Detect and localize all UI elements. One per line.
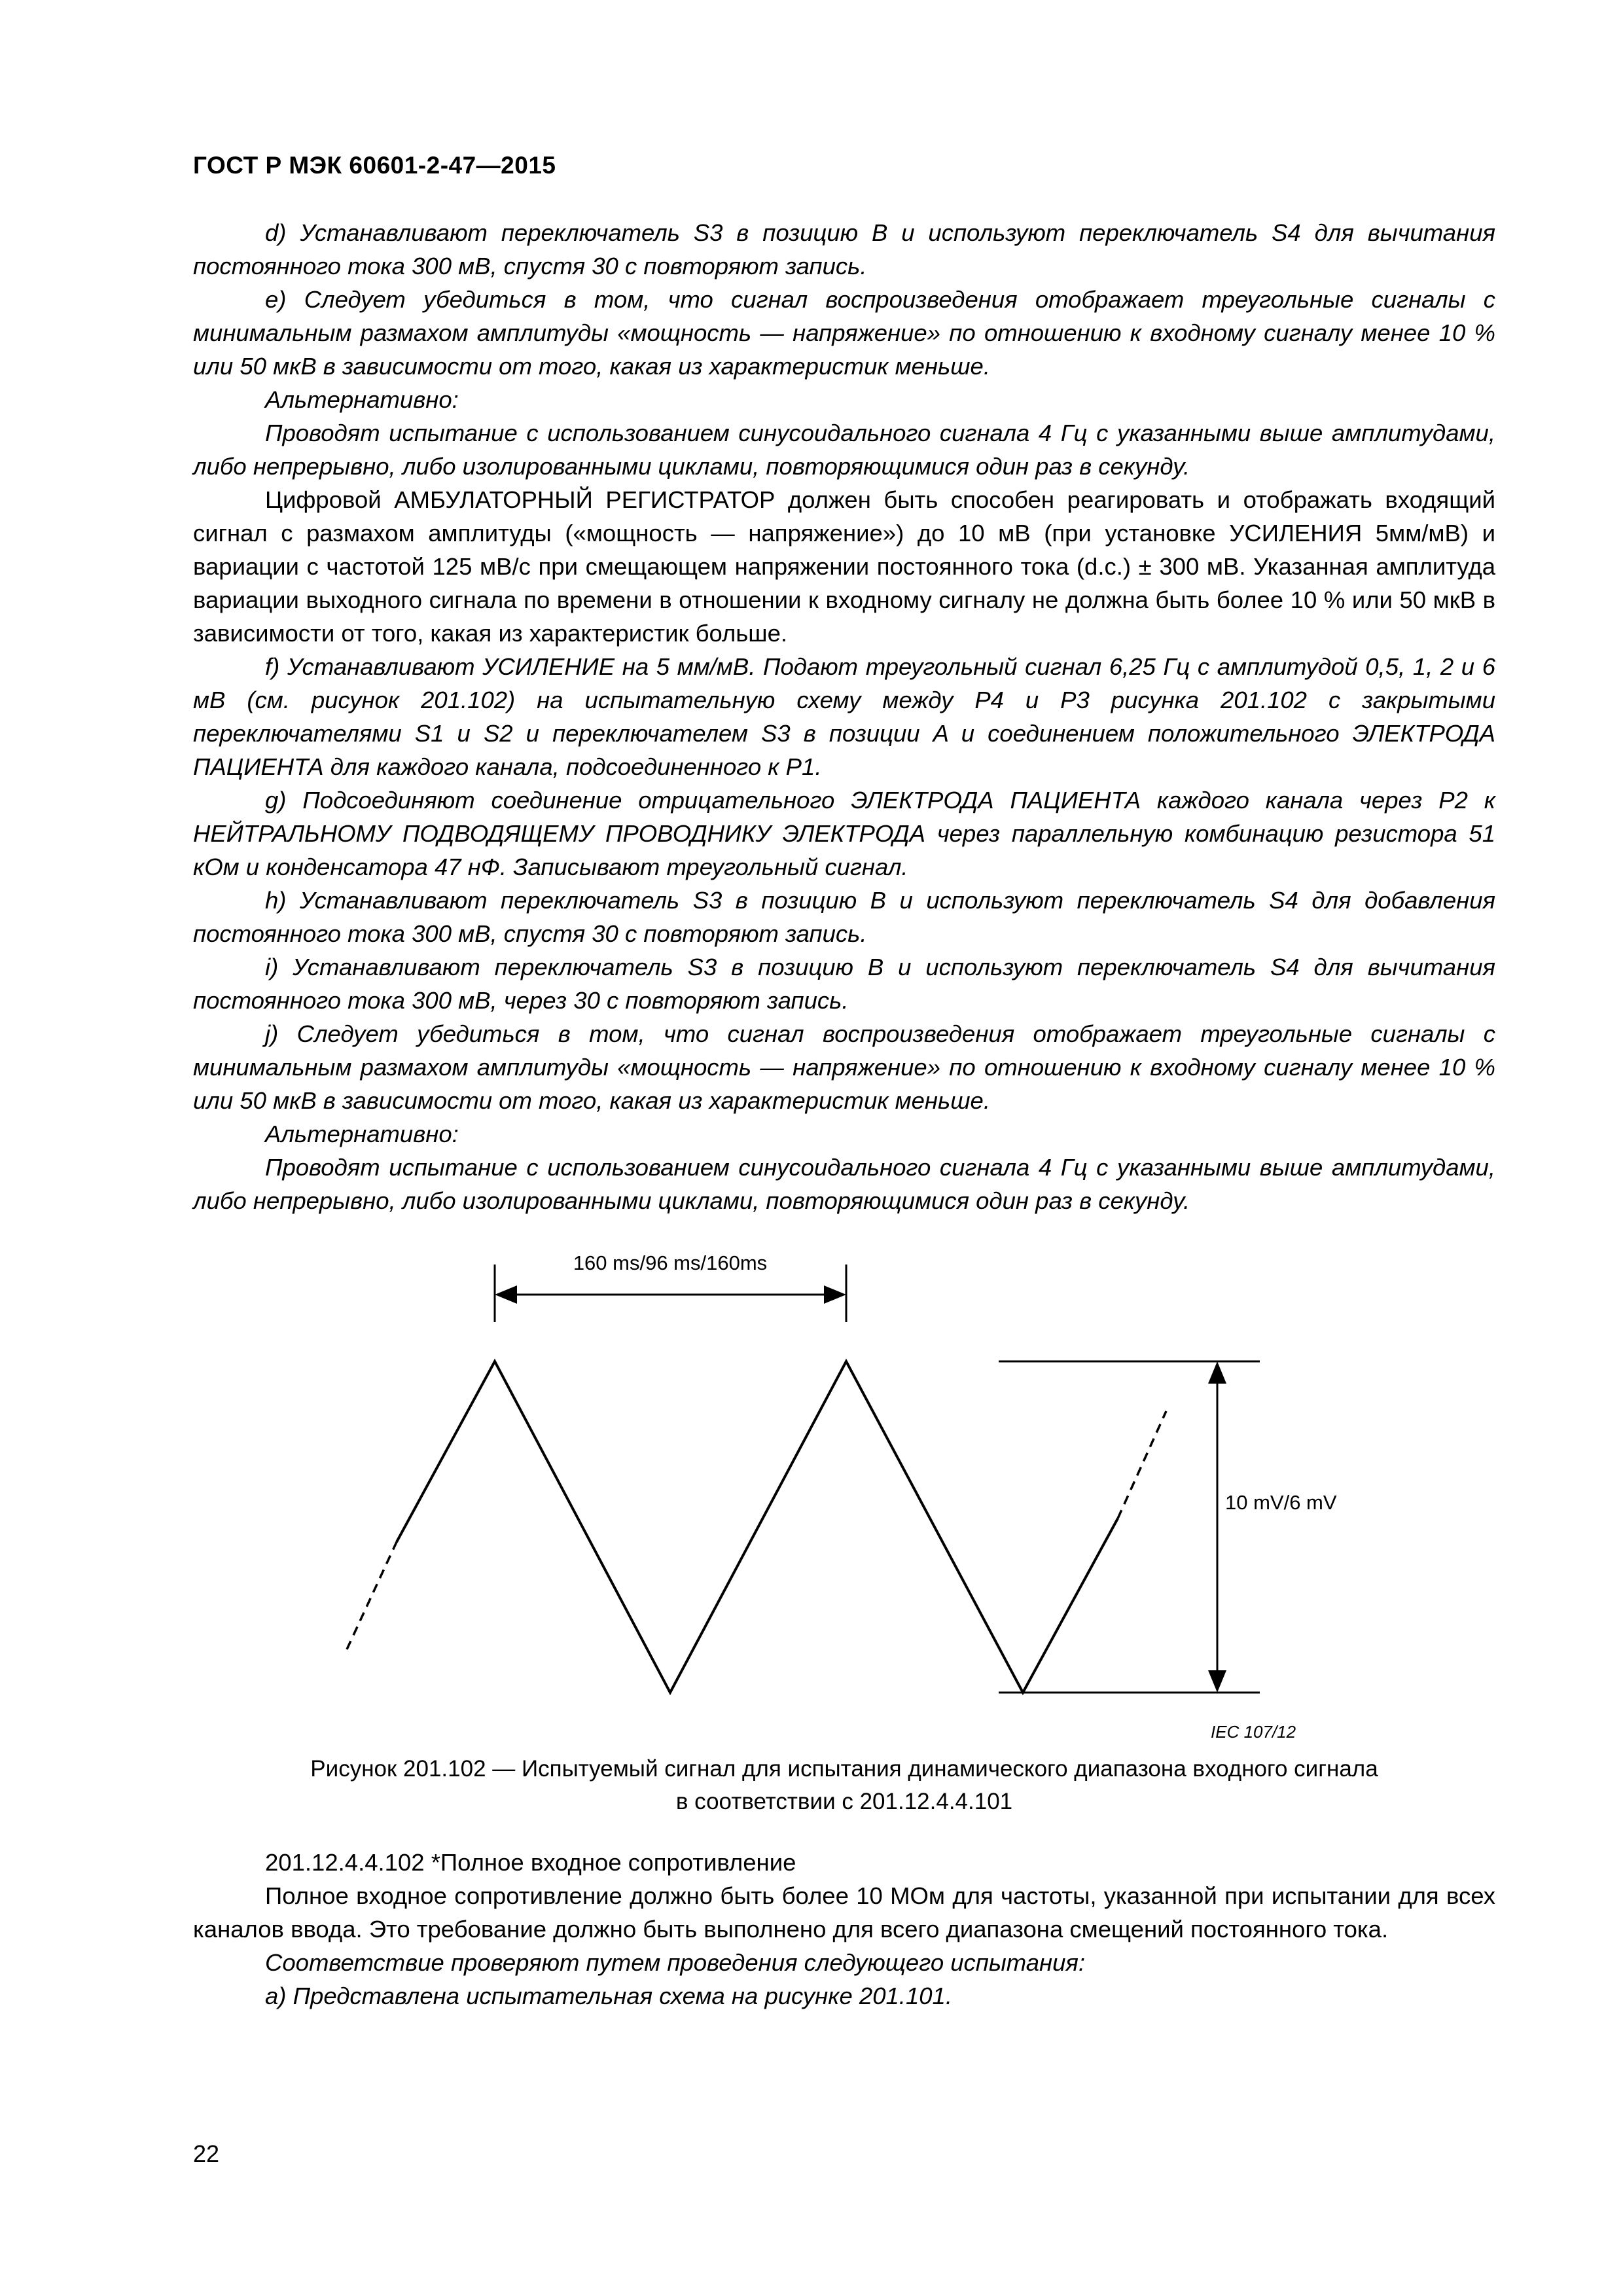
period-arrow-left xyxy=(495,1285,517,1304)
paragraph: Полное входное сопротивление должно быть более 10 МОм для частоты, указанной при испытании для всех каналов ввода. Это требование должно быть выполнено для всего диапазона смещений постоянного тока. xyxy=(193,1882,1495,1943)
paragraph: g) Подсоединяют соединение отрицательного ЭЛЕКТРОДА ПАЦИЕНТА каждого канала через P2 к НЕЙТРАЛЬНОМУ ПОДВОДЯЩЕМУ ПРОВОДНИКУ ЭЛЕКТРОДА через параллельную комбинацию резистора 51 кОм и конденсатора 47 нФ. Записывают треугольный сигнал. xyxy=(193,787,1495,880)
caption-line-2: в соответствии с 201.12.4.4.101 xyxy=(675,1789,1013,1814)
document-header: ГОСТ Р МЭК 60601-2-47—2015 xyxy=(193,152,556,179)
paragraph: Проводят испытание с использованием синусоидального сигнала 4 Гц с указанными выше амплитудами, либо непрерывно, либо изолированными циклами, повторяющимися один раз в секунду. xyxy=(193,1154,1495,1214)
page-number: 22 xyxy=(193,2140,220,2167)
paragraph: Соответствие проверяют путем проведения следующего испытания: xyxy=(265,1949,1086,1976)
amplitude-arrow-bottom xyxy=(1208,1670,1226,1693)
triangle-signal-figure xyxy=(327,1230,1374,1754)
paragraph: Альтернативно: xyxy=(265,386,459,413)
paragraph: Альтернативно: xyxy=(265,1121,459,1147)
triangle-waveform xyxy=(397,1361,1118,1693)
paragraph: h) Устанавливают переключатель S3 в позицию B и используют переключатель S4 для добавления постоянного тока 300 мВ, спустя 30 с повторяют запись. xyxy=(193,887,1495,947)
body-text-lower xyxy=(193,1846,1495,2013)
paragraph: i) Устанавливают переключатель S3 в позицию B и используют переключатель S4 для вычитания постоянного тока 300 мВ, через 30 с повторяют запись. xyxy=(193,954,1495,1014)
section-heading: 201.12.4.4.102 *Полное входное сопротивление xyxy=(265,1849,796,1876)
paragraph: d) Устанавливают переключатель S3 в позицию B и используют переключатель S4 для вычитания постоянного тока 300 мВ, спустя 30 с повторяют запись. xyxy=(193,219,1495,279)
iec-reference: IEC 107/12 xyxy=(1211,1722,1296,1742)
waveform-dashed-start xyxy=(347,1542,397,1649)
paragraph: e) Следует убедиться в том, что сигнал воспроизведения отображает треугольные сигналы с минимальным размахом амплитуды «мощность — напряжение» по отношению к входному сигналу менее 10 % или 50 мкВ в зависимости от того, какая из характеристик меньше. xyxy=(193,286,1495,380)
figure-caption xyxy=(193,1753,1495,1818)
paragraph: Цифровой АМБУЛАТОРНЫЙ РЕГИСТРАТОР должен быть способен реагировать и отображать входящий сигнал с размахом амплитуды («мощность — напряжение») до 10 мВ (при установке УСИЛЕНИЯ 5мм/мВ) и вариации с частотой 125 мВ/с при смещающем напряжении постоянного тока (d.c.) ± 300 мВ. Указанная амплитуда вариации выходного сигнала по времени в отношении к входному сигналу не должна быть более 10 % или 50 мкВ в зависимости от того, какая из характеристик больше. xyxy=(193,486,1495,647)
paragraph: a) Представлена испытательная схема на рисунке 201.101. xyxy=(265,1982,952,2009)
caption-line-1: Рисунок 201.102 — Испытуемый сигнал для испытания динамического диапазона входного сигнала xyxy=(310,1756,1378,1782)
period-label: 160 ms/96 ms/160ms xyxy=(573,1251,768,1274)
body-text-upper xyxy=(193,216,1495,1217)
paragraph: Проводят испытание с использованием синусоидального сигнала 4 Гц с указанными выше амплитудами, либо непрерывно, либо изолированными циклами, повторяющимися один раз в секунду. xyxy=(193,420,1495,480)
paragraph: j) Следует убедиться в том, что сигнал воспроизведения отображает треугольные сигналы с минимальным размахом амплитуды «мощность — напряжение» по отношению к входному сигналу менее 10 % или 50 мкВ в зависимости от того, какая из характеристик меньше. xyxy=(193,1020,1495,1114)
paragraph: f) Устанавливают УСИЛЕНИЕ на 5 мм/мВ. Подают треугольный сигнал 6,25 Гц с амплитудой 0,5, 1, 2 и 6 мВ (см. рисунок 201.102) на испытательную схему между P4 и P3 рисунка 201.102 с закрытыми переключателями S1 и S2 и переключателем S3 в позиции A и соединением положительного ЭЛЕКТРОДА ПАЦИЕНТА для каждого канала, подсоединенного к P1. xyxy=(193,653,1495,780)
waveform-dashed-end xyxy=(1118,1411,1166,1518)
period-arrow-right xyxy=(824,1285,846,1304)
amplitude-label: 10 mV/6 mV xyxy=(1225,1491,1337,1514)
amplitude-arrow-top xyxy=(1208,1361,1226,1384)
